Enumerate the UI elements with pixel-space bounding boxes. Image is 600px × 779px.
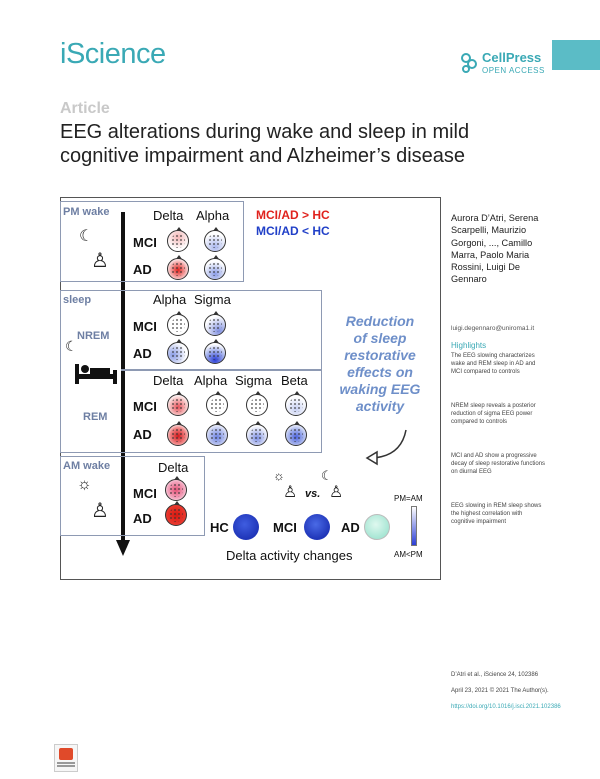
reduction-line: activity: [355, 398, 405, 414]
topography-map: [204, 258, 226, 280]
band-label: Beta: [281, 373, 308, 388]
journal-name: iScience: [60, 38, 166, 70]
person-seated-icon: ♙: [91, 500, 109, 522]
highlight-item: EEG slowing in REM sleep shows the highest correlation with cognitive impairment: [451, 503, 542, 525]
topography-map: [233, 514, 259, 540]
topography-map: [167, 424, 189, 446]
row-label-ad: AD: [133, 262, 152, 277]
reduction-line: Reduction: [345, 313, 415, 329]
topography-map: [204, 342, 226, 364]
topography-map: [246, 424, 268, 446]
person-seated-icon: ♙: [91, 250, 109, 272]
group-label-hc: HC: [210, 520, 229, 535]
topography-map: [167, 258, 189, 280]
vs-label: vs.: [305, 488, 321, 500]
paper-title: EEG alterations during wake and sleep in mild cognitive impairment and Alzheimer’s disease: [60, 121, 470, 167]
corresponding-email[interactable]: luigi.degennaro@uniroma1.it: [451, 325, 535, 332]
band-label: Alpha: [153, 292, 187, 307]
band-label: Sigma: [235, 373, 272, 388]
topography-map: [304, 514, 330, 540]
moon-icon: ☾: [65, 338, 78, 354]
topography-map: [167, 230, 189, 252]
topography-map: [204, 314, 226, 336]
row-label-mci: MCI: [133, 319, 157, 334]
sleep-label: sleep: [63, 294, 92, 306]
band-label: Sigma: [194, 292, 231, 307]
row-label-mci: MCI: [133, 399, 157, 414]
graphical-abstract: [60, 197, 441, 580]
moon-icon: ☾: [79, 228, 94, 245]
sun-icon: ☼: [273, 468, 285, 483]
am-wake-label: AM wake: [63, 460, 111, 472]
doi-link[interactable]: https://doi.org/10.1016/j.isci.2021.102386: [451, 704, 561, 710]
topography-map: [167, 394, 189, 416]
pm-wake-label: PM wake: [63, 206, 110, 218]
person-seated-icon: ♙: [283, 484, 298, 501]
brand-tab: [552, 40, 600, 70]
topography-map: [206, 394, 228, 416]
colorbar-top-label: PM=AM: [394, 494, 423, 503]
sun-icon: ☼: [77, 476, 92, 493]
colorbar-bottom-label: AM<PM: [394, 550, 423, 559]
band-label: Alpha: [194, 373, 228, 388]
reduction-line: of sleep: [353, 330, 407, 346]
band-label: Alpha: [196, 208, 230, 223]
citation-ref: D’Atri et al., iScience 24, 102386: [451, 672, 539, 678]
reduction-text: [325, 313, 435, 415]
group-label-mci: MCI: [273, 520, 297, 535]
topography-map: [165, 504, 187, 526]
check-for-updates-badge[interactable]: [54, 744, 78, 772]
topography-map: [285, 424, 307, 446]
badge-icon: [59, 748, 73, 760]
person-seated-icon: ♙: [329, 484, 344, 501]
topography-map: [167, 342, 189, 364]
group-label-ad: AD: [341, 520, 360, 535]
highlights-heading: Highlights: [451, 341, 487, 350]
open-access-label: OPEN ACCESS: [482, 66, 545, 75]
nrem-label: NREM: [77, 330, 110, 342]
row-label-mci: MCI: [133, 235, 157, 250]
row-label-ad: AD: [133, 427, 152, 442]
reduction-line: effects on: [347, 364, 413, 380]
cellpress-icon: [460, 52, 478, 74]
legend-decrease: MCI/AD < HC: [256, 224, 330, 238]
highlight-item: NREM sleep reveals a posterior reduction of sigma EEG power compared to controls: [451, 403, 536, 425]
colorbar: [411, 506, 417, 546]
article-type: Article: [60, 100, 110, 117]
band-label: Delta: [158, 460, 189, 475]
delta-changes-caption: Delta activity changes: [226, 548, 353, 563]
reduction-line: waking EEG: [339, 381, 421, 397]
topography-map: [364, 514, 390, 540]
highlight-item: MCI and AD show a progressive decay of sleep restorative functions on diurnal EEG: [451, 453, 546, 475]
topography-map: [167, 314, 189, 336]
row-label-ad: AD: [133, 346, 152, 361]
reduction-line: restorative: [344, 347, 416, 363]
row-label-ad: AD: [133, 511, 152, 526]
author-list: Aurora D’Atri, Serena Scarpelli, Maurizio Gorgoni, ..., Camillo Marra, Paolo Maria Rossini, Luigi De Gennaro: [451, 213, 539, 285]
topography-map: [204, 230, 226, 252]
row-label-mci: MCI: [133, 486, 157, 501]
bed-icon: [75, 360, 117, 384]
band-label: Delta: [153, 373, 184, 388]
publisher-logo: [460, 50, 550, 78]
topography-map: [246, 394, 268, 416]
highlight-item: The EEG slowing characterizes wake and REM sleep in AD and MCI compared to controls: [451, 353, 536, 375]
topography-map: [206, 424, 228, 446]
badge-lines: [57, 762, 75, 764]
moon-icon: ☾: [321, 468, 333, 483]
publisher-name: CellPress: [482, 50, 542, 65]
citation-date: April 23, 2021 © 2021 The Author(s).: [451, 688, 549, 694]
curved-arrow-icon: [361, 428, 411, 468]
topography-map: [285, 394, 307, 416]
topography-map: [165, 479, 187, 501]
band-label: Delta: [153, 208, 184, 223]
rem-label: REM: [83, 411, 108, 423]
legend-increase: MCI/AD > HC: [256, 208, 330, 222]
